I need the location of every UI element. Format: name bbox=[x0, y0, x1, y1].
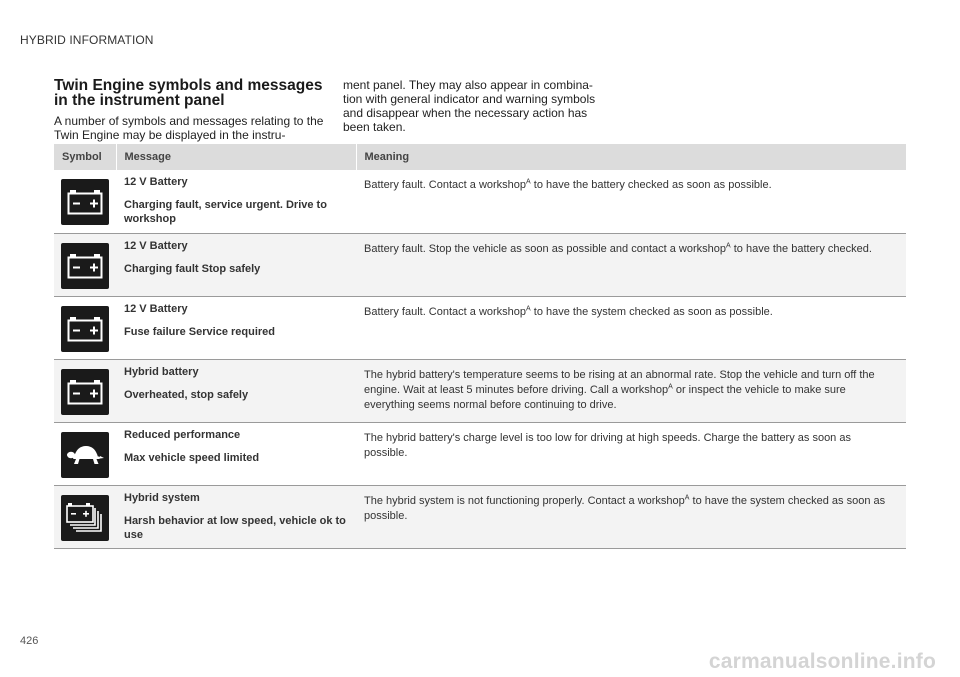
message-text: Charging fault Stop safely bbox=[124, 262, 261, 275]
intro-paragraph-part-1: A number of symbols and messages relating to the Twin Engine may be displayed in the instru- bbox=[54, 114, 324, 142]
message-title: 12 V Battery bbox=[124, 176, 188, 188]
battery-icon bbox=[61, 243, 109, 289]
message-text: Fuse failure Service required bbox=[124, 325, 276, 338]
message-title: 12 V Battery bbox=[124, 302, 188, 315]
footnote-marker: A bbox=[726, 241, 731, 249]
meaning-text-continued: to have the battery checked. bbox=[730, 242, 872, 255]
intro-column-right bbox=[343, 78, 614, 142]
table-row bbox=[54, 422, 906, 485]
intro-section bbox=[54, 78, 614, 142]
meaning-text: The hybrid system is not functioning properly. Contact a workshop bbox=[364, 494, 685, 507]
meaning-cell bbox=[356, 170, 906, 233]
battery-icon bbox=[61, 369, 109, 415]
table-row bbox=[54, 233, 906, 296]
message-text: Charging fault, service urgent. Drive to workshop bbox=[124, 199, 327, 225]
message-cell bbox=[116, 422, 356, 485]
page-number: 426 bbox=[20, 635, 39, 647]
column-header-meaning: Meaning bbox=[356, 144, 906, 170]
meaning-cell bbox=[356, 422, 906, 485]
meaning-text: Battery fault. Contact a workshop bbox=[364, 305, 527, 318]
table-row bbox=[54, 485, 906, 548]
intro-paragraph-part-2: ment panel. They may also appear in combina- tion with general indicator and warning symbols and disappear when the necessary action has been taken. bbox=[343, 78, 596, 134]
meaning-cell bbox=[356, 359, 906, 422]
table-row bbox=[54, 170, 906, 233]
symbol-cell bbox=[54, 296, 116, 359]
meaning-text-continued: or inspect the vehicle to make sure everything seems normal before continuing to drive. bbox=[364, 383, 846, 411]
table-row bbox=[54, 296, 906, 359]
meaning-text-continued: to have the battery checked as soon as possible. bbox=[530, 179, 772, 191]
message-text: Harsh behavior at low speed, vehicle ok to use bbox=[124, 514, 346, 541]
meaning-text: The hybrid battery's temperature seems to be rising at an abnormal rate. Stop the vehicle and turn off the engine. Wait at least 5 minutes before driving. Call a workshop bbox=[364, 368, 875, 396]
message-cell bbox=[116, 359, 356, 422]
battery-icon bbox=[61, 306, 109, 352]
symbol-cell bbox=[54, 170, 116, 233]
symbols-table bbox=[54, 144, 906, 549]
message-title: Hybrid battery bbox=[124, 365, 199, 378]
turtle-icon bbox=[61, 432, 109, 478]
message-cell bbox=[116, 233, 356, 296]
footnote-marker: A bbox=[526, 304, 531, 312]
message-cell bbox=[116, 170, 356, 233]
intro-column-left bbox=[54, 78, 325, 142]
battery-icon bbox=[61, 179, 109, 225]
table-row bbox=[54, 359, 906, 422]
hybrid-system-icon bbox=[61, 495, 109, 541]
message-title: Reduced performance bbox=[124, 428, 241, 441]
column-header-message: Message bbox=[116, 144, 356, 170]
meaning-text: Battery fault. Contact a workshop bbox=[364, 179, 527, 191]
message-cell bbox=[116, 485, 356, 548]
message-title: 12 V Battery bbox=[124, 239, 188, 252]
symbol-cell bbox=[54, 485, 116, 548]
meaning-cell bbox=[356, 485, 906, 548]
symbol-cell bbox=[54, 233, 116, 296]
meaning-cell bbox=[356, 296, 906, 359]
meaning-text: The hybrid battery's charge level is too low for driving at high speeds. Charge the battery as soon as possible. bbox=[364, 431, 851, 459]
symbol-cell bbox=[54, 422, 116, 485]
message-cell bbox=[116, 296, 356, 359]
table-header-row bbox=[54, 144, 906, 170]
running-header: HYBRID INFORMATION bbox=[20, 33, 154, 47]
footnote-marker: A bbox=[526, 178, 531, 186]
meaning-text: Battery fault. Stop the vehicle as soon as possible and contact a workshop bbox=[364, 242, 726, 255]
message-text: Overheated, stop safely bbox=[124, 388, 249, 401]
message-text: Max vehicle speed limited bbox=[124, 451, 260, 464]
footnote-marker: A bbox=[684, 493, 690, 501]
footnote-marker: A bbox=[668, 382, 673, 390]
message-title: Hybrid system bbox=[124, 491, 200, 504]
meaning-text-continued: to have the system checked as soon as possible. bbox=[364, 494, 886, 522]
symbol-cell bbox=[54, 359, 116, 422]
meaning-text-continued: to have the system checked as soon as possible. bbox=[530, 305, 773, 318]
section-title: Twin Engine symbols and messages in the instrument panel bbox=[54, 77, 323, 109]
watermark: carmanualsonline.info bbox=[708, 650, 936, 673]
column-header-symbol: Symbol bbox=[54, 144, 116, 170]
meaning-cell bbox=[356, 233, 906, 296]
